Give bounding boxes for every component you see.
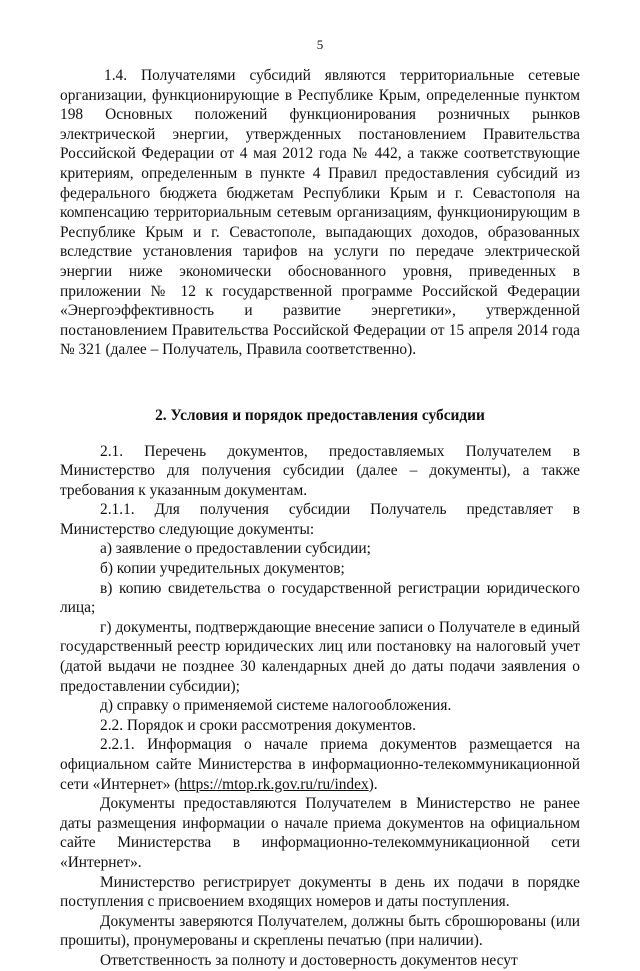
paragraph-certified: Документы заверяются Получателем, должны быть сброшюрованы (или прошиты), пронумерованы и скреплены печатью (при наличии).	[60, 912, 580, 950]
paragraph-docs-submitted: Документы предоставляются Получателем в Министерство не ранее даты размещения информации о начале приема документов на официальном сайте Министерства в информационно-телекоммуникационной сети «Интернет».	[60, 795, 580, 871]
paragraph-2-2-1-end: ).	[368, 775, 378, 793]
paragraph-2-1-1: 2.1.1. Для получения субсидии Получатель представляет в Министерство следующие документы:	[60, 501, 580, 538]
list-item-a: а) заявление о предоставлении субсидии;	[100, 540, 371, 558]
list-item-g: г) документы, подтверждающие внесение записи о Получателе в единый государственный реестр юридических лиц или постановку на налоговый учет (датой выдачи не позднее 30 календарных дней до даты подачи заявления о предоставлении субсидии);	[60, 618, 580, 695]
paragraph-2-1: 2.1. Перечень документов, предоставляемых Получателем в Министерство для получения субсидии (далее – документы), а также требования к указанным документам.	[60, 442, 580, 499]
paragraph-2-2-1	[60, 735, 580, 794]
paragraph-responsibility: Ответственность за полноту и достоверность документов несут	[100, 951, 518, 969]
ministry-website-link[interactable]: https://mtop.rk.gov.ru/ru/index	[179, 775, 369, 793]
page-number: 5	[316, 37, 324, 52]
paragraph-2-2-1-text: 2.2.1. Информация о начале приема документов размещается на официальном сайте Министерства в информационно-телекоммуникационной сети «Интернет» (	[60, 736, 580, 793]
paragraph-2-2: 2.2. Порядок и сроки рассмотрения документов.	[100, 716, 416, 734]
list-item-v: в) копию свидетельства о государственной регистрации юридического лица;	[60, 579, 580, 617]
section-title: 2. Условия и порядок предоставления субсидии	[155, 406, 485, 424]
list-item-b: б) копии учредительных документов;	[100, 560, 345, 578]
paragraph-registration: Министерство регистрирует документы в день их подачи в порядке поступления с присвоением входящих номеров и даты поступления.	[60, 873, 580, 911]
list-item-d: д) справку о применяемой системе налогообложения.	[100, 697, 452, 715]
paragraph-1-4: 1.4. Получателями субсидий являются территориальные сетевые организации, функционирующие в Республике Крым, определенные пунктом 198 Основных положений функционирования розничных рынков электрической энергии, утвержденных постановлением Правительства Российской Федерации от 4 мая 2012 года № 442, а также соответствующие критериям, определенным в пункте 4 Правил предоставления субсидий из федерального бюджета бюджетам Республики Крым и г. Севастополя на компенсацию территориальным сетевым организациям, функционирующим в Республике Крым и г. Севастополе, выпадающих доходов, образованных вследствие установления тарифов на услуги по передаче электрической энергии ниже экономически обоснованного уровня, приведенных в приложении № 12 к государственной программе Российской Федерации «Энергоэффективность и развитие энергетики», утвержденной постановлением Правительства Российской Федерации от 15 апреля 2014 года № 321 (далее – Получатель, Правила соответственно).	[60, 67, 580, 359]
document-body	[60, 66, 580, 971]
